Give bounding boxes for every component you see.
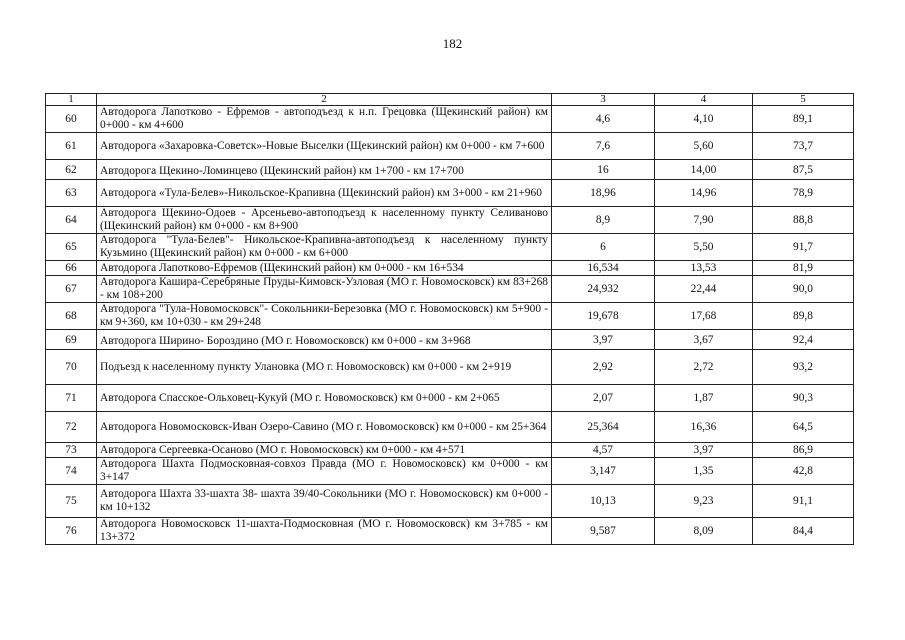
- value-col-4: 16,36: [655, 412, 753, 443]
- value-col-3: 6: [552, 234, 655, 261]
- road-name: Автодорога «Тула-Белев»-Никольское-Крапивна (Щекинский район) км 3+000 - км 21+960: [97, 180, 552, 207]
- value-col-5: 42,8: [753, 458, 854, 485]
- value-col-5: 86,9: [753, 443, 854, 458]
- value-col-5: 90,0: [753, 276, 854, 303]
- value-col-4: 3,67: [655, 330, 753, 350]
- road-name: Автодорога «Захаровка-Советск»-Новые Выселки (Щекинский район) км 0+000 - км 7+600: [97, 133, 552, 160]
- value-col-4: 8,09: [655, 518, 753, 545]
- value-col-4: 17,68: [655, 303, 753, 330]
- value-col-4: 5,60: [655, 133, 753, 160]
- table-row: [46, 160, 854, 180]
- table-row: [46, 106, 854, 133]
- column-header-3: 3: [552, 94, 655, 106]
- value-col-5: 91,1: [753, 485, 854, 518]
- value-col-5: 64,5: [753, 412, 854, 443]
- road-name: Автодорога Шахта 33-шахта 38- шахта 39/40-Сокольники (МО г. Новомосковск) км 0+000 - км 10+132: [97, 485, 552, 518]
- row-number: 69: [46, 330, 97, 350]
- table-row: [46, 350, 854, 385]
- row-number: 62: [46, 160, 97, 180]
- row-number: 75: [46, 485, 97, 518]
- value-col-4: 14,00: [655, 160, 753, 180]
- table-row: [46, 385, 854, 412]
- road-name: Автодорога "Тула-Новомосковск"- Сокольники-Березовка (МО г. Новомосковск) км 5+900 - км 9+360, км 10+030 - км 29+248: [97, 303, 552, 330]
- table-row: [46, 234, 854, 261]
- road-name: Автодорога Сергеевка-Осаново (МО г. Новомосковск) км 0+000 - км 4+571: [97, 443, 552, 458]
- value-col-3: 2,07: [552, 385, 655, 412]
- table-header-row: [46, 94, 854, 106]
- value-col-3: 4,6: [552, 106, 655, 133]
- value-col-5: 88,8: [753, 207, 854, 234]
- value-col-5: 91,7: [753, 234, 854, 261]
- row-number: 71: [46, 385, 97, 412]
- value-col-5: 87,5: [753, 160, 854, 180]
- road-name: Автодорога Ширино- Бороздино (МО г. Новомосковск) км 0+000 - км 3+968: [97, 330, 552, 350]
- value-col-4: 3,97: [655, 443, 753, 458]
- value-col-4: 1,35: [655, 458, 753, 485]
- row-number: 66: [46, 261, 97, 276]
- value-col-5: 93,2: [753, 350, 854, 385]
- value-col-3: 16: [552, 160, 655, 180]
- value-col-4: 4,10: [655, 106, 753, 133]
- row-number: 76: [46, 518, 97, 545]
- table-row: [46, 443, 854, 458]
- road-name: Автодорога Лапотково - Ефремов - автоподъезд к н.п. Грецовка (Щекинский район) км 0+000 - км 4+600: [97, 106, 552, 133]
- value-col-3: 2,92: [552, 350, 655, 385]
- table-row: [46, 485, 854, 518]
- road-name: Автодорога Щекино-Одоев - Арсеньево-автоподъезд к населенному пункту Селиваново (Щекинский район) км 0+000 - км 8+900: [97, 207, 552, 234]
- roads-table: [45, 93, 854, 545]
- table-row: [46, 518, 854, 545]
- page-number: 182: [442, 36, 463, 51]
- road-name: Автодорога Лапотково-Ефремов (Щекинский район) км 0+000 - км 16+534: [97, 261, 552, 276]
- road-name: Подъезд к населенному пункту Улановка (МО г. Новомосковск) км 0+000 - км 2+919: [97, 350, 552, 385]
- column-header-1: 1: [46, 94, 97, 106]
- value-col-5: 81,9: [753, 261, 854, 276]
- table-row: [46, 412, 854, 443]
- road-name: Автодорога Новомосковск-Иван Озеро-Савино (МО г. Новомосковск) км 0+000 - км 25+364: [97, 412, 552, 443]
- value-col-5: 78,9: [753, 180, 854, 207]
- value-col-3: 25,364: [552, 412, 655, 443]
- table-row: [46, 133, 854, 160]
- value-col-3: 4,57: [552, 443, 655, 458]
- value-col-3: 24,932: [552, 276, 655, 303]
- road-name: Автодорога Щекино-Ломинцево (Щекинский район) км 1+700 - км 17+700: [97, 160, 552, 180]
- row-number: 72: [46, 412, 97, 443]
- row-number: 60: [46, 106, 97, 133]
- row-number: 68: [46, 303, 97, 330]
- row-number: 61: [46, 133, 97, 160]
- column-header-2: 2: [97, 94, 552, 106]
- value-col-5: 84,4: [753, 518, 854, 545]
- row-number: 74: [46, 458, 97, 485]
- row-number: 63: [46, 180, 97, 207]
- value-col-3: 19,678: [552, 303, 655, 330]
- value-col-4: 13,53: [655, 261, 753, 276]
- value-col-5: 92,4: [753, 330, 854, 350]
- column-header-4: 4: [655, 94, 753, 106]
- value-col-5: 73,7: [753, 133, 854, 160]
- column-header-5: 5: [753, 94, 854, 106]
- row-number: 73: [46, 443, 97, 458]
- value-col-4: 1,87: [655, 385, 753, 412]
- value-col-5: 89,1: [753, 106, 854, 133]
- value-col-3: 18,96: [552, 180, 655, 207]
- table-row: [46, 261, 854, 276]
- value-col-3: 10,13: [552, 485, 655, 518]
- road-name: Автодорога Новомосковск 11-шахта-Подмосковная (МО г. Новомосковск) км 3+785 - км 13+372: [97, 518, 552, 545]
- value-col-3: 3,147: [552, 458, 655, 485]
- road-name: Автодорога Шахта Подмосковная-совхоз Правда (МО г. Новомосковск) км 0+000 - км 3+147: [97, 458, 552, 485]
- table-row: [46, 207, 854, 234]
- value-col-4: 9,23: [655, 485, 753, 518]
- road-name: Автодорога Спасское-Ольховец-Кукуй (МО г. Новомосковск) км 0+000 - км 2+065: [97, 385, 552, 412]
- table-row: [46, 276, 854, 303]
- road-name: Автодорога Кашира-Серебряные Пруды-Кимовск-Узловая (МО г. Новомосковск) км 83+268 - км 108+200: [97, 276, 552, 303]
- table-row: [46, 180, 854, 207]
- row-number: 70: [46, 350, 97, 385]
- row-number: 64: [46, 207, 97, 234]
- table-row: [46, 303, 854, 330]
- value-col-3: 3,97: [552, 330, 655, 350]
- row-number: 65: [46, 234, 97, 261]
- value-col-4: 22,44: [655, 276, 753, 303]
- value-col-3: 7,6: [552, 133, 655, 160]
- value-col-5: 89,8: [753, 303, 854, 330]
- value-col-4: 2,72: [655, 350, 753, 385]
- value-col-3: 8,9: [552, 207, 655, 234]
- value-col-4: 14,96: [655, 180, 753, 207]
- table-row: [46, 330, 854, 350]
- value-col-3: 16,534: [552, 261, 655, 276]
- road-name: Автодорога "Тула-Белев"- Никольское-Крапивна-автоподъезд к населенному пункту Кузьмино (Щекинский район) км 0+000 - км 6+000: [97, 234, 552, 261]
- value-col-4: 5,50: [655, 234, 753, 261]
- table-row: [46, 458, 854, 485]
- value-col-4: 7,90: [655, 207, 753, 234]
- row-number: 67: [46, 276, 97, 303]
- value-col-5: 90,3: [753, 385, 854, 412]
- value-col-3: 9,587: [552, 518, 655, 545]
